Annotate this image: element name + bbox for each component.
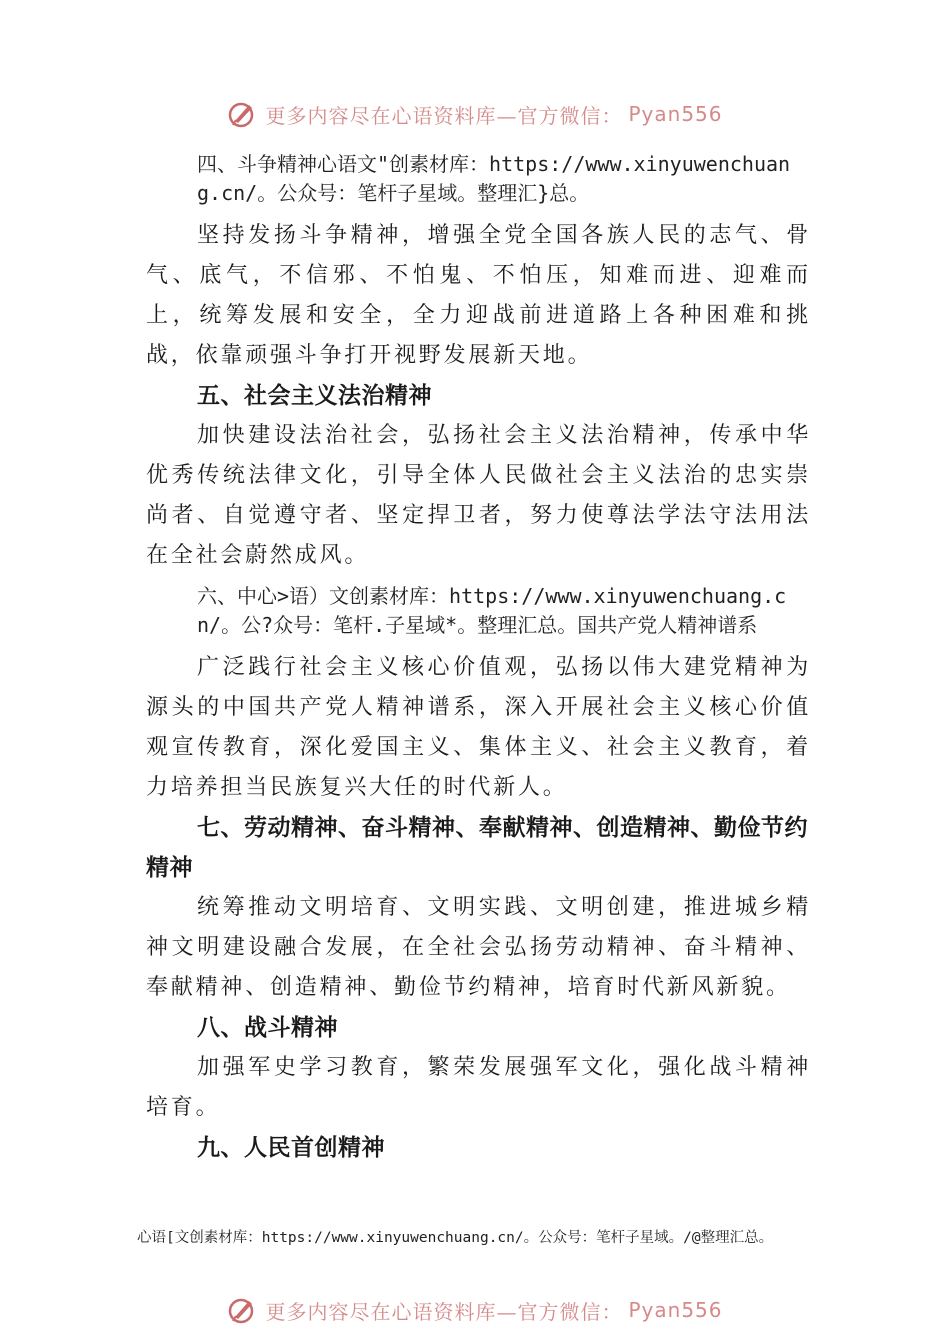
watermark-footer xyxy=(0,1290,950,1330)
watermark-handle: Pyan556 xyxy=(628,1298,723,1322)
watermark-text: 更多内容尽在心语资料库—官方微信： xyxy=(265,103,623,128)
section-heading: 八、战斗精神 xyxy=(197,1015,338,1041)
paragraph: 广泛践行社会主义核心价值观，弘扬以伟大建党精神为源头的中国共产党人精神谱系，深入开展社会主义核心价值观宣传教育，深化爱国主义、集体主义、社会主义教育，着力培养担当民族复兴大任的时代新人。 xyxy=(146,655,811,800)
paragraph: 坚持发扬斗争精神，增强全党全国各族人民的志气、骨气、底气，不信邪、不怕鬼、不怕压，知难而进、迎难而上，统筹发展和安全，全力迎战前进道路上各种困难和挑战，依靠顽强斗争打开视野发展新天地。 xyxy=(146,223,811,368)
footer-note: 心语[文创素材库：https://www.xinyuwenchuang.cn/。公众号：笔杆子星域。/@整理汇总。 xyxy=(137,1230,774,1246)
section-heading: 九、人民首创精神 xyxy=(197,1135,385,1161)
section-heading: 五、社会主义法治精神 xyxy=(197,383,432,409)
paragraph: 加快建设法治社会，弘扬社会主义法治精神，传承中华优秀传统法律文化，引导全体人民做社会主义法治的忠实崇尚者、自觉遵守者、坚定捍卫者，努力使尊法学法守法用法在全社会蔚然成风。 xyxy=(146,423,811,568)
watermark-header xyxy=(0,94,950,134)
document-body xyxy=(146,150,811,1168)
watermark-text: 更多内容尽在心语资料库—官方微信： xyxy=(265,1299,623,1324)
quill-logo-icon xyxy=(227,99,257,129)
paragraph: 加强军史学习教育，繁荣发展强军文化，强化战斗精神培育。 xyxy=(146,1055,811,1120)
quill-logo-icon xyxy=(227,1295,257,1325)
paragraph: 统筹推动文明培育、文明实践、文明创建，推进城乡精神文明建设融合发展，在全社会弘扬劳动精神、奋斗精神、 奉献精神、创造精神、勤俭节约精神，培育时代新风新貌。 xyxy=(146,895,811,1000)
section-heading: 七、劳动精神、奋斗精神、奉献精神、创造精神、勤俭节约精神 xyxy=(146,815,808,881)
note-block: 六、中心>语）文创素材库：https://www.xinyuwenchuang.cn/。公?众号：笔杆.子星域*。整理汇总。国共产党人精神谱系 xyxy=(197,584,787,637)
watermark-handle: Pyan556 xyxy=(628,102,723,126)
note-block: 四、斗争精神心语文"创素材库：https://www.xinyuwenchuang.cn/。公众号：笔杆子星域。整理汇}总。 xyxy=(197,152,791,205)
